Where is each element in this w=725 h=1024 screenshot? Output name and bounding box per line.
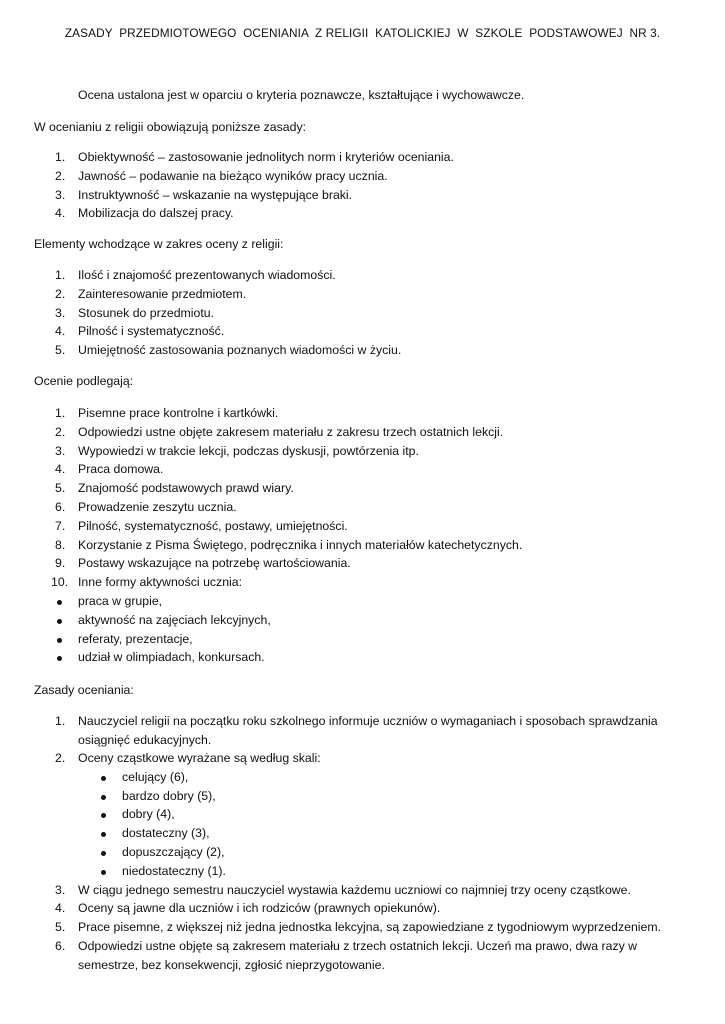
list-text: Mobilizacja do dalszej pracy. [78, 206, 234, 221]
bullet-item [0, 611, 725, 630]
list-number: 1. [55, 150, 66, 164]
list-text: Pilność i systematyczność. [78, 324, 225, 339]
list-item [0, 899, 725, 918]
list-number: 3. [55, 187, 66, 202]
list-text: Praca domowa. [78, 462, 164, 477]
list-text: Instruktywność – wskazanie na występujące braki. [78, 187, 353, 202]
list-text: Ilość i znajomość prezentowanych wiadomości. [78, 268, 336, 282]
intro-paragraph: Ocena ustalona jest w oparciu o kryteria poznawcze, kształtujące i wychowawcze. [78, 88, 525, 102]
list-number: 3. [55, 305, 66, 320]
bullet-icon [101, 813, 106, 818]
list-text: Korzystanie z Pisma Świętego, podręcznika i innych materiałów katechetycznych. [78, 537, 523, 552]
list-item [0, 918, 725, 937]
list-text: Jawność – podawanie na bieżąco wyników pracy ucznia. [78, 168, 388, 183]
list-text: dobry (4), [122, 807, 175, 822]
bullet-icon [101, 776, 106, 781]
list-item [0, 285, 725, 304]
list-text: Prace pisemne, z większej niż jedna jednostka lekcyjna, są zapowiedziane z tygodniowym wyprzedzeniem. [78, 920, 662, 935]
list-text: Umiejętność zastosowania poznanych wiadomości w życiu. [78, 343, 402, 358]
list-item [0, 322, 725, 341]
assessed-heading: Ocenie podlegają: [34, 374, 134, 388]
list-text: praca w grupie, [78, 593, 163, 608]
list-item [0, 479, 725, 498]
scale-item [0, 787, 725, 806]
bullet-icon [101, 851, 106, 856]
list-number: 6. [55, 499, 66, 514]
bullet-item [0, 592, 725, 611]
list-item [0, 536, 725, 555]
list-number: 2. [55, 424, 66, 439]
list-text: Zainteresowanie przedmiotem. [78, 286, 247, 301]
list-text: Nauczyciel religii na początku roku szkolnego informuje uczniów o wymaganiach i sposobach sprawdzania osiągnięć edukacyjnych. [78, 714, 658, 747]
list-item [0, 341, 725, 360]
bullet-icon [101, 870, 106, 875]
list-number: 5. [55, 481, 66, 496]
list-item [0, 442, 725, 461]
list-text: Oceny cząstkowe wyrażane są według skali: [78, 751, 321, 765]
list-number: 4. [55, 462, 66, 477]
list-item [0, 749, 725, 768]
list-number: 4. [55, 206, 66, 221]
list-item [0, 937, 725, 974]
list-text: Obiektywność – zastosowanie jednolitych norm i kryteriów oceniania. [78, 150, 454, 164]
list-item [0, 204, 725, 223]
list-text: Inne formy aktywności ucznia: [78, 575, 243, 590]
list-number: 5. [55, 920, 66, 935]
list-text: dopuszczający (2), [122, 844, 225, 859]
list-text: Znajomość podstawowych prawd wiary. [78, 481, 294, 496]
list-number: 6. [55, 938, 66, 953]
list-text: dostateczny (3), [122, 826, 210, 841]
bullet-icon [57, 638, 62, 643]
list-text: aktywność na zajęciach lekcyjnych, [78, 612, 271, 627]
list-item [0, 404, 725, 423]
document-title: ZASADY PRZEDMIOTOWEGO OCENIANIA Z RELIGII KATOLICKIEJ W SZKOLE PODSTAWOWEJ NR 3. [64, 26, 661, 40]
list-number: 1. [55, 406, 66, 420]
list-text: Wypowiedzi w trakcie lekcji, podczas dyskusji, powtórzenia itp. [78, 443, 419, 458]
list-text: Odpowiedzi ustne objęte zakresem materiału z zakresu trzech ostatnich lekcji. [78, 424, 504, 439]
list-text: niedostateczny (1). [122, 863, 226, 878]
list-text: referaty, prezentacje, [78, 631, 193, 646]
list-text: Pilność, systematyczność, postawy, umiejętności. [78, 518, 348, 533]
list-item [0, 517, 725, 536]
list-item [0, 186, 725, 205]
list-item [0, 266, 725, 285]
rules-heading: W ocenianiu z religii obowiązują poniższe zasady: [34, 120, 307, 134]
list-number: 7. [55, 518, 66, 533]
list-number: 1. [55, 268, 66, 282]
bullet-icon [101, 832, 106, 837]
list-text: Pisemne prace kontrolne i kartkówki. [78, 406, 279, 420]
list-number: 1. [55, 714, 66, 728]
list-item [0, 498, 725, 517]
list-text: Stosunek do przedmiotu. [78, 305, 215, 320]
list-item [0, 304, 725, 323]
list-number: 8. [55, 537, 66, 552]
list-text: Odpowiedzi ustne objęte są zakresem materiału z trzech ostatnich lekcji. Uczeń ma prawo, dwa razy w semestrze, bez konsekwencji, zgłosić nieprzygotowanie. [78, 938, 638, 972]
scale-item [0, 824, 725, 843]
bullet-icon [101, 795, 106, 800]
list-text: Postawy wskazujące na potrzebę wartościowania. [78, 556, 351, 571]
elements-list [0, 266, 725, 360]
list-number: 4. [55, 324, 66, 339]
list-number: 3. [55, 882, 66, 897]
list-text: Oceny są jawne dla uczniów i ich rodziców (prawnych opiekunów). [78, 901, 441, 916]
bullet-icon [57, 619, 62, 624]
scale-item [0, 805, 725, 824]
list-item [0, 554, 725, 573]
list-item [0, 423, 725, 442]
scale-item [0, 843, 725, 862]
grading-list [0, 712, 725, 974]
bullet-icon [57, 656, 62, 661]
bullet-item [0, 630, 725, 649]
scale-item [0, 768, 725, 787]
list-item [0, 460, 725, 479]
list-item [0, 148, 725, 167]
list-text: celujący (6), [122, 769, 189, 784]
list-number: 2. [55, 751, 66, 765]
list-item [0, 573, 725, 592]
bullet-item [0, 648, 725, 667]
list-text: Prowadzenie zeszytu ucznia. [78, 499, 237, 514]
list-item [0, 712, 725, 749]
list-number: 5. [55, 343, 66, 358]
list-number: 9. [55, 556, 66, 571]
list-text: bardzo dobry (5), [122, 788, 216, 803]
rules-list [0, 148, 725, 223]
list-number: 4. [55, 901, 66, 916]
list-text: W ciągu jednego semestru nauczyciel wystawia każdemu uczniowi co najmniej trzy oceny cząstkowe. [78, 882, 631, 897]
list-text: udział w olimpiadach, konkursach. [78, 650, 265, 665]
list-number: 2. [55, 168, 66, 183]
list-number: 2. [55, 286, 66, 301]
grading-heading: Zasady oceniania: [34, 683, 134, 697]
assessed-list [0, 404, 725, 667]
list-number: 10. [51, 575, 69, 590]
elements-heading: Elementy wchodzące w zakres oceny z religii: [34, 237, 284, 251]
list-number: 3. [55, 443, 66, 458]
scale-item [0, 862, 725, 881]
list-item [0, 167, 725, 186]
bullet-icon [57, 600, 62, 605]
list-item [0, 881, 725, 900]
